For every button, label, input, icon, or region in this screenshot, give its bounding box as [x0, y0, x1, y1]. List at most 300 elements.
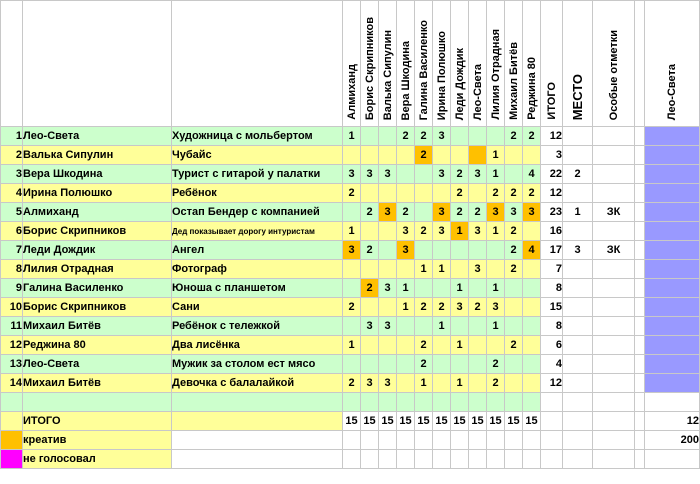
- vote-cell[interactable]: 3: [361, 374, 379, 393]
- author-name[interactable]: Алмиханд: [23, 203, 172, 222]
- author-name[interactable]: Реджина 80: [23, 336, 172, 355]
- row-total[interactable]: 8: [541, 279, 563, 298]
- extra-header-cell[interactable]: [645, 1, 700, 127]
- row-special-mark[interactable]: [593, 317, 635, 336]
- row-place[interactable]: [563, 184, 593, 203]
- row-place[interactable]: 2: [563, 165, 593, 184]
- blank-cell[interactable]: [415, 393, 433, 412]
- vote-cell[interactable]: 4: [523, 241, 541, 260]
- vote-cell[interactable]: [397, 355, 415, 374]
- row-total[interactable]: 15: [541, 298, 563, 317]
- legend-blank[interactable]: [635, 431, 645, 450]
- author-name[interactable]: Михаил Битёв: [23, 374, 172, 393]
- row-place[interactable]: [563, 317, 593, 336]
- vote-cell[interactable]: 2: [451, 184, 469, 203]
- spacer-cell[interactable]: [635, 165, 645, 184]
- vote-cell[interactable]: 2: [469, 203, 487, 222]
- vote-cell[interactable]: 3: [397, 222, 415, 241]
- legend-blank[interactable]: [343, 431, 361, 450]
- vote-cell[interactable]: [361, 355, 379, 374]
- vote-cell[interactable]: [415, 241, 433, 260]
- row-special-mark[interactable]: [593, 222, 635, 241]
- judge-header-cell[interactable]: [451, 1, 469, 127]
- column-total[interactable]: 15: [361, 412, 379, 431]
- work-title[interactable]: Дед показывает дорогу интуристам: [172, 222, 343, 241]
- blank-cell[interactable]: [172, 393, 343, 412]
- work-title[interactable]: Сани: [172, 298, 343, 317]
- vote-cell[interactable]: [451, 146, 469, 165]
- blank-cell[interactable]: [433, 393, 451, 412]
- vote-cell[interactable]: 2: [505, 184, 523, 203]
- legend-blank[interactable]: [433, 450, 451, 469]
- row-special-mark[interactable]: [593, 184, 635, 203]
- vote-cell[interactable]: [505, 146, 523, 165]
- row-number[interactable]: 13: [1, 355, 23, 374]
- legend-blank[interactable]: [487, 431, 505, 450]
- column-total[interactable]: 15: [505, 412, 523, 431]
- vote-cell[interactable]: 3: [487, 298, 505, 317]
- row-place[interactable]: [563, 260, 593, 279]
- work-title[interactable]: Ангел: [172, 241, 343, 260]
- vote-cell[interactable]: [433, 336, 451, 355]
- row-special-mark[interactable]: [593, 165, 635, 184]
- totals-blank[interactable]: [1, 412, 23, 431]
- row-special-mark[interactable]: [593, 260, 635, 279]
- row-number[interactable]: 6: [1, 222, 23, 241]
- extra-cell[interactable]: [645, 355, 700, 374]
- vote-cell[interactable]: [379, 146, 397, 165]
- row-total[interactable]: 7: [541, 260, 563, 279]
- column-total[interactable]: 15: [451, 412, 469, 431]
- row-special-mark[interactable]: [593, 336, 635, 355]
- row-total[interactable]: 8: [541, 317, 563, 336]
- row-number[interactable]: 4: [1, 184, 23, 203]
- vote-cell[interactable]: 1: [415, 260, 433, 279]
- vote-cell[interactable]: [397, 336, 415, 355]
- vote-cell[interactable]: 2: [361, 279, 379, 298]
- vote-cell[interactable]: [433, 374, 451, 393]
- vote-cell[interactable]: [469, 374, 487, 393]
- row-special-mark[interactable]: ЗК: [593, 241, 635, 260]
- totals-blank[interactable]: [172, 412, 343, 431]
- vote-cell[interactable]: [361, 336, 379, 355]
- legend-blank[interactable]: [593, 431, 635, 450]
- vote-cell[interactable]: 2: [415, 298, 433, 317]
- vote-cell[interactable]: 3: [433, 165, 451, 184]
- vote-cell[interactable]: [379, 184, 397, 203]
- vote-cell[interactable]: 2: [469, 298, 487, 317]
- judge-header-cell[interactable]: [379, 1, 397, 127]
- vote-cell[interactable]: [343, 203, 361, 222]
- spacer-cell[interactable]: [635, 355, 645, 374]
- vote-cell[interactable]: 2: [487, 374, 505, 393]
- vote-cell[interactable]: [433, 279, 451, 298]
- vote-cell[interactable]: 3: [433, 203, 451, 222]
- legend-blank[interactable]: [635, 450, 645, 469]
- blank-cell[interactable]: [645, 393, 700, 412]
- author-name[interactable]: Борис Скрипников: [23, 298, 172, 317]
- header-blank-cell[interactable]: [23, 1, 172, 127]
- vote-cell[interactable]: 3: [379, 374, 397, 393]
- vote-cell[interactable]: 1: [415, 374, 433, 393]
- vote-cell[interactable]: 3: [433, 127, 451, 146]
- row-special-mark[interactable]: ЗК: [593, 203, 635, 222]
- legend-blank[interactable]: [563, 450, 593, 469]
- work-title[interactable]: Юноша с планшетом: [172, 279, 343, 298]
- vote-cell[interactable]: [487, 336, 505, 355]
- blank-cell[interactable]: [397, 393, 415, 412]
- vote-cell[interactable]: [487, 260, 505, 279]
- vote-cell[interactable]: [415, 184, 433, 203]
- judge-header-cell[interactable]: [433, 1, 451, 127]
- legend-blank[interactable]: [563, 431, 593, 450]
- row-number[interactable]: 9: [1, 279, 23, 298]
- spacer-cell[interactable]: [635, 279, 645, 298]
- spacer-cell[interactable]: [635, 222, 645, 241]
- column-total[interactable]: 15: [343, 412, 361, 431]
- spacer-cell[interactable]: [563, 412, 593, 431]
- vote-cell[interactable]: [379, 355, 397, 374]
- row-total[interactable]: 23: [541, 203, 563, 222]
- row-place[interactable]: [563, 298, 593, 317]
- work-title[interactable]: Остап Бендер с компанией: [172, 203, 343, 222]
- work-title[interactable]: Мужик за столом ест мясо: [172, 355, 343, 374]
- row-place[interactable]: [563, 222, 593, 241]
- row-total[interactable]: 16: [541, 222, 563, 241]
- vote-cell[interactable]: 1: [451, 336, 469, 355]
- vote-cell[interactable]: 1: [397, 298, 415, 317]
- judge-header-cell[interactable]: [523, 1, 541, 127]
- spacer-cell[interactable]: [635, 203, 645, 222]
- work-title[interactable]: Девочка с балалайкой: [172, 374, 343, 393]
- work-title[interactable]: Фотограф: [172, 260, 343, 279]
- row-number[interactable]: 14: [1, 374, 23, 393]
- vote-cell[interactable]: [469, 127, 487, 146]
- blank-cell[interactable]: [487, 393, 505, 412]
- vote-cell[interactable]: 2: [415, 355, 433, 374]
- row-place[interactable]: [563, 127, 593, 146]
- legend-blank[interactable]: [469, 450, 487, 469]
- column-total[interactable]: 15: [523, 412, 541, 431]
- row-place[interactable]: 3: [563, 241, 593, 260]
- row-number[interactable]: 3: [1, 165, 23, 184]
- blank-cell[interactable]: [23, 393, 172, 412]
- vote-cell[interactable]: 2: [415, 222, 433, 241]
- vote-cell[interactable]: 3: [469, 260, 487, 279]
- legend-blank[interactable]: [379, 431, 397, 450]
- vote-cell[interactable]: [469, 146, 487, 165]
- blank-cell[interactable]: [523, 393, 541, 412]
- row-number[interactable]: 11: [1, 317, 23, 336]
- row-number[interactable]: 8: [1, 260, 23, 279]
- extra-cell[interactable]: [645, 241, 700, 260]
- vote-cell[interactable]: [523, 222, 541, 241]
- author-name[interactable]: Леди Дождик: [23, 241, 172, 260]
- vote-cell[interactable]: 3: [379, 203, 397, 222]
- legend-label[interactable]: креатив: [23, 431, 172, 450]
- vote-cell[interactable]: 2: [505, 222, 523, 241]
- vote-cell[interactable]: 2: [505, 336, 523, 355]
- vote-cell[interactable]: 3: [379, 165, 397, 184]
- vote-cell[interactable]: 3: [433, 222, 451, 241]
- vote-cell[interactable]: [415, 279, 433, 298]
- legend-extra[interactable]: 200: [645, 431, 700, 450]
- row-total[interactable]: 4: [541, 355, 563, 374]
- legend-blank[interactable]: [172, 450, 343, 469]
- row-special-mark[interactable]: [593, 146, 635, 165]
- vote-cell[interactable]: 3: [361, 165, 379, 184]
- vote-cell[interactable]: 1: [433, 317, 451, 336]
- legend-blank[interactable]: [361, 431, 379, 450]
- vote-cell[interactable]: 2: [415, 146, 433, 165]
- vote-cell[interactable]: 3: [469, 165, 487, 184]
- vote-cell[interactable]: [397, 317, 415, 336]
- row-total[interactable]: 17: [541, 241, 563, 260]
- vote-cell[interactable]: [505, 298, 523, 317]
- legend-blank[interactable]: [593, 450, 635, 469]
- judge-header-cell[interactable]: [397, 1, 415, 127]
- vote-cell[interactable]: 1: [487, 222, 505, 241]
- vote-cell[interactable]: [361, 222, 379, 241]
- legend-blank[interactable]: [397, 431, 415, 450]
- column-total[interactable]: 15: [487, 412, 505, 431]
- notes-header-cell[interactable]: [593, 1, 635, 127]
- judge-header-cell[interactable]: [361, 1, 379, 127]
- vote-cell[interactable]: [523, 336, 541, 355]
- author-name[interactable]: Вера Шкодина: [23, 165, 172, 184]
- row-number[interactable]: 1: [1, 127, 23, 146]
- vote-cell[interactable]: 2: [523, 127, 541, 146]
- vote-cell[interactable]: 2: [361, 241, 379, 260]
- author-name[interactable]: Борис Скрипников: [23, 222, 172, 241]
- vote-cell[interactable]: 2: [505, 260, 523, 279]
- legend-blank[interactable]: [523, 431, 541, 450]
- row-place[interactable]: [563, 355, 593, 374]
- vote-cell[interactable]: [433, 184, 451, 203]
- vote-cell[interactable]: [469, 279, 487, 298]
- vote-cell[interactable]: 3: [469, 222, 487, 241]
- work-title[interactable]: Чубайс: [172, 146, 343, 165]
- header-blank-cell[interactable]: [1, 1, 23, 127]
- vote-cell[interactable]: 3: [451, 298, 469, 317]
- spacer-cell[interactable]: [635, 412, 645, 431]
- column-total[interactable]: 15: [379, 412, 397, 431]
- vote-cell[interactable]: [469, 336, 487, 355]
- vote-cell[interactable]: [505, 374, 523, 393]
- vote-cell[interactable]: [451, 260, 469, 279]
- vote-cell[interactable]: 1: [487, 279, 505, 298]
- vote-cell[interactable]: [523, 355, 541, 374]
- blank-cell[interactable]: [635, 393, 645, 412]
- extra-cell[interactable]: [645, 184, 700, 203]
- vote-cell[interactable]: 2: [343, 374, 361, 393]
- spacer-cell[interactable]: [635, 298, 645, 317]
- column-total[interactable]: 15: [469, 412, 487, 431]
- vote-cell[interactable]: [451, 355, 469, 374]
- vote-cell[interactable]: [451, 241, 469, 260]
- vote-cell[interactable]: [451, 127, 469, 146]
- author-name[interactable]: Лилия Отрадная: [23, 260, 172, 279]
- work-title[interactable]: Ребёнок с тележкой: [172, 317, 343, 336]
- vote-cell[interactable]: [451, 317, 469, 336]
- vote-cell[interactable]: 1: [343, 127, 361, 146]
- legend-blank[interactable]: [361, 450, 379, 469]
- row-place[interactable]: 1: [563, 203, 593, 222]
- vote-cell[interactable]: [379, 298, 397, 317]
- legend-extra[interactable]: [645, 450, 700, 469]
- vote-cell[interactable]: [505, 355, 523, 374]
- blank-cell[interactable]: [361, 393, 379, 412]
- spacer-cell[interactable]: [635, 317, 645, 336]
- place-header-cell[interactable]: [563, 1, 593, 127]
- vote-cell[interactable]: 2: [415, 127, 433, 146]
- legend-blank[interactable]: [523, 450, 541, 469]
- author-name[interactable]: Ирина Полюшко: [23, 184, 172, 203]
- vote-cell[interactable]: [397, 165, 415, 184]
- row-special-mark[interactable]: [593, 279, 635, 298]
- vote-cell[interactable]: [523, 298, 541, 317]
- blank-cell[interactable]: [563, 393, 593, 412]
- spacer-cell[interactable]: [635, 1, 645, 127]
- work-title[interactable]: Ребёнок: [172, 184, 343, 203]
- vote-cell[interactable]: [415, 203, 433, 222]
- vote-cell[interactable]: [487, 241, 505, 260]
- vote-cell[interactable]: 2: [487, 355, 505, 374]
- vote-cell[interactable]: [343, 146, 361, 165]
- vote-cell[interactable]: 2: [451, 203, 469, 222]
- vote-cell[interactable]: 2: [487, 184, 505, 203]
- legend-blank[interactable]: [397, 450, 415, 469]
- vote-cell[interactable]: 3: [343, 165, 361, 184]
- vote-cell[interactable]: [469, 317, 487, 336]
- legend-label[interactable]: не голосовал: [23, 450, 172, 469]
- vote-cell[interactable]: [379, 222, 397, 241]
- blank-cell[interactable]: [343, 393, 361, 412]
- total-header-cell[interactable]: [541, 1, 563, 127]
- vote-cell[interactable]: 2: [415, 336, 433, 355]
- vote-cell[interactable]: [379, 336, 397, 355]
- row-total[interactable]: 3: [541, 146, 563, 165]
- vote-cell[interactable]: [415, 317, 433, 336]
- vote-cell[interactable]: 2: [505, 127, 523, 146]
- judge-header-cell[interactable]: [415, 1, 433, 127]
- vote-cell[interactable]: 2: [523, 184, 541, 203]
- vote-cell[interactable]: 1: [343, 336, 361, 355]
- blank-cell[interactable]: [379, 393, 397, 412]
- extra-cell[interactable]: [645, 279, 700, 298]
- vote-cell[interactable]: [415, 165, 433, 184]
- judge-header-cell[interactable]: [343, 1, 361, 127]
- vote-cell[interactable]: [379, 127, 397, 146]
- vote-cell[interactable]: 3: [343, 241, 361, 260]
- vote-cell[interactable]: [505, 279, 523, 298]
- vote-cell[interactable]: [361, 184, 379, 203]
- vote-cell[interactable]: 1: [451, 374, 469, 393]
- spacer-cell[interactable]: [635, 184, 645, 203]
- vote-cell[interactable]: [469, 355, 487, 374]
- row-total[interactable]: 22: [541, 165, 563, 184]
- row-total[interactable]: 12: [541, 127, 563, 146]
- vote-cell[interactable]: 3: [523, 203, 541, 222]
- column-total[interactable]: 15: [397, 412, 415, 431]
- extra-cell[interactable]: [645, 146, 700, 165]
- spacer-cell[interactable]: [635, 374, 645, 393]
- vote-cell[interactable]: [397, 260, 415, 279]
- vote-cell[interactable]: [397, 184, 415, 203]
- row-number[interactable]: 10: [1, 298, 23, 317]
- extra-cell[interactable]: [645, 165, 700, 184]
- vote-cell[interactable]: [361, 127, 379, 146]
- vote-cell[interactable]: 3: [487, 203, 505, 222]
- vote-cell[interactable]: 2: [343, 298, 361, 317]
- author-name[interactable]: Лео-Света: [23, 127, 172, 146]
- work-title[interactable]: Турист с гитарой у палатки: [172, 165, 343, 184]
- row-special-mark[interactable]: [593, 374, 635, 393]
- legend-blank[interactable]: [415, 450, 433, 469]
- extra-cell[interactable]: [645, 222, 700, 241]
- blank-cell[interactable]: [593, 393, 635, 412]
- vote-cell[interactable]: [469, 241, 487, 260]
- vote-cell[interactable]: 1: [397, 279, 415, 298]
- vote-cell[interactable]: 1: [487, 146, 505, 165]
- vote-cell[interactable]: [433, 146, 451, 165]
- vote-cell[interactable]: [361, 146, 379, 165]
- extra-cell[interactable]: [645, 260, 700, 279]
- legend-swatch[interactable]: [1, 431, 23, 450]
- vote-cell[interactable]: 3: [361, 317, 379, 336]
- vote-cell[interactable]: 3: [397, 241, 415, 260]
- vote-cell[interactable]: [505, 165, 523, 184]
- vote-cell[interactable]: 1: [433, 260, 451, 279]
- vote-cell[interactable]: [343, 279, 361, 298]
- extra-cell[interactable]: [645, 203, 700, 222]
- extra-total[interactable]: 12: [645, 412, 700, 431]
- vote-cell[interactable]: [487, 127, 505, 146]
- vote-cell[interactable]: [379, 260, 397, 279]
- spacer-cell[interactable]: [541, 412, 563, 431]
- vote-cell[interactable]: [523, 317, 541, 336]
- row-number[interactable]: 12: [1, 336, 23, 355]
- legend-blank[interactable]: [451, 431, 469, 450]
- vote-cell[interactable]: 2: [451, 165, 469, 184]
- vote-cell[interactable]: 2: [505, 241, 523, 260]
- vote-cell[interactable]: [361, 260, 379, 279]
- row-place[interactable]: [563, 279, 593, 298]
- legend-blank[interactable]: [343, 450, 361, 469]
- column-total[interactable]: 15: [433, 412, 451, 431]
- vote-cell[interactable]: [397, 374, 415, 393]
- blank-cell[interactable]: [1, 393, 23, 412]
- vote-cell[interactable]: 1: [343, 222, 361, 241]
- blank-cell[interactable]: [469, 393, 487, 412]
- header-blank-cell[interactable]: [172, 1, 343, 127]
- work-title[interactable]: Художница с мольбертом: [172, 127, 343, 146]
- vote-cell[interactable]: [505, 317, 523, 336]
- legend-blank[interactable]: [469, 431, 487, 450]
- author-name[interactable]: Галина Василенко: [23, 279, 172, 298]
- row-place[interactable]: [563, 146, 593, 165]
- vote-cell[interactable]: [523, 260, 541, 279]
- row-place[interactable]: [563, 336, 593, 355]
- legend-blank[interactable]: [541, 431, 563, 450]
- work-title[interactable]: Два лисёнка: [172, 336, 343, 355]
- column-total[interactable]: 15: [415, 412, 433, 431]
- legend-swatch[interactable]: [1, 450, 23, 469]
- vote-cell[interactable]: 2: [343, 184, 361, 203]
- legend-blank[interactable]: [505, 431, 523, 450]
- vote-cell[interactable]: 2: [397, 127, 415, 146]
- vote-cell[interactable]: 3: [379, 317, 397, 336]
